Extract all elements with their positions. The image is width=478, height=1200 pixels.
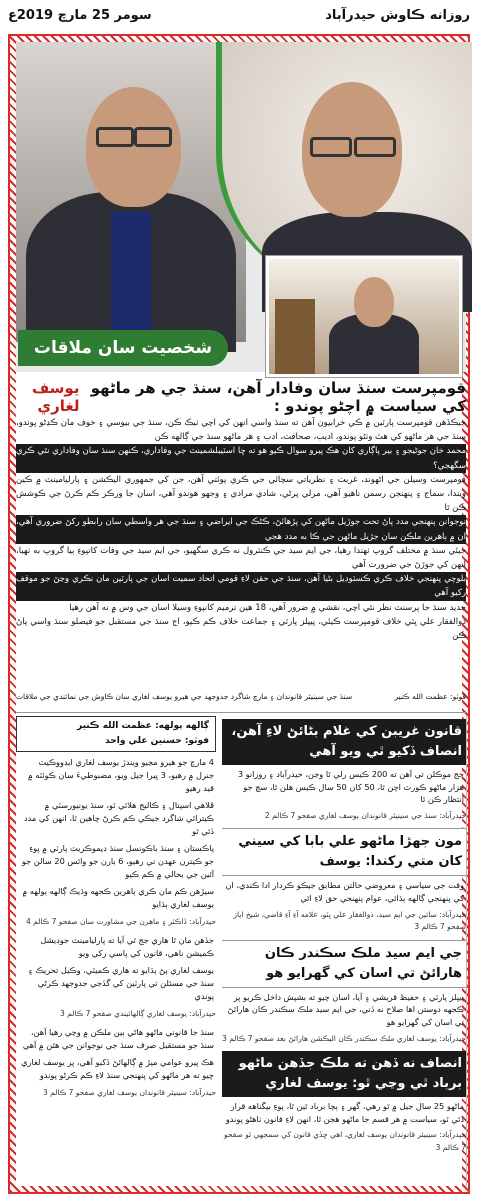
headline-name: يوسف لغاري xyxy=(31,379,80,415)
column-paragraph: جڏهن مان ٿا هاري جج ٿي آيا ته پارليامينٽ جوڊيشل ڪميشن ناهي، قانون کي پاسي رکي ويو xyxy=(40,935,214,958)
photo-collage xyxy=(16,42,466,372)
story-headline: جي ايم سيد ملڪ سڪندر ڪان هارائڻ تي اسان کي گهرايو هو xyxy=(222,940,466,988)
story-text: جج موڪلن تي آهن ته 200 ڪيس رلي ٿا وڃن، حيدرآباد ۽ روزانو 3 هزار ماڻهو ڪورٽ اچن ٿا، 50 کان 50 سال ڪيس هلن ٿا، سچ جو انتظار ڪن ٿا xyxy=(237,769,464,805)
portrait-photo-left xyxy=(16,42,246,342)
left-column xyxy=(16,716,216,1186)
right-column xyxy=(222,716,467,1186)
photo-credit: ڦوٽو: عظمت الله ڪنير xyxy=(394,692,466,701)
dateline: حيدرآباد: يوسف لغاري ملڪ سڪندر ڪان اليڪشن هارائڻ بعد صفحو 7 ڪالم 3 xyxy=(222,1033,466,1043)
dateline: حيدرآباد: سينيئر قانوندان يوسف لغاري صفحو 7 ڪالم 3 xyxy=(43,1088,216,1097)
photo-credit-line: فوٽو: حسنين علي واحد xyxy=(105,736,209,746)
portrait-photo-right xyxy=(216,42,472,292)
article-content xyxy=(16,42,466,1186)
interview-credit: ڳالهه ٻولهه: عظمت الله ڪنير xyxy=(76,721,209,731)
column-paragraph: يوسف لغاري پڻ ٻڌايو ته هاري ڪميٽي، وڪيل تحريڪ ۽ سنڌ جي مسئلن تي پارٽين کي گڏجي جدوجهد ڪرڻي پوندي xyxy=(27,965,214,1001)
dateline: حيدرآباد: سنڌ جي سينيئر قانوندان يوسف لغاري صفحو 7 ڪالم 2 xyxy=(264,810,466,820)
body-paragraph: جديد سنڌ جا پرسنٽ نظر نٿي اچي، نقشي ۾ ضرور آهي، 18 هين ترميم کانپوءِ وسيلا اسان جي وس ۾ نه آهن رهيا xyxy=(69,602,466,613)
photo-caption: سنڌ جي سينيئر قانوندان ۽ مارچ شاگرد جدوجهد جي هيرو يوسف لغاري سان ڪاوش جي نمائندي جي ملاقات xyxy=(16,692,353,701)
story xyxy=(222,1051,466,1154)
body-paragraph: جيڪڏهن قومپرست پارٽين ۾ ڪي خرابيون آهن ته سنڌ واسي انهن کي اچي ٺيڪ ڪن، سنڌ جي بيوسي ۽ خوف مان ڪڍڻو پوندو، سنڌ جي هر ماڻهو کي هٿ وٺڻو پوندو، اديب، صحافت، ادب ۽ هر ماڻهو سنڌ جي ڳالهه ڪن xyxy=(16,418,466,443)
column-paragraph: هڪ پيرو عوامي ميڙ ۾ ڳالهائڻ ڏکيو آهي، پر يوسف لغاري چيو ته هر ماڻهو کي پنهنجي سنڌ لاءِ ڪم ڪرڻو پوندو xyxy=(21,1057,214,1080)
dateline: حيدرآباد: سينيئر قانوندان يوسف لغاري، اهي ڇڏي قانون کي سمجهي ٿو صفحو 7 ڪالم 3 xyxy=(224,1130,466,1152)
body-paragraph: بلوچي پنهنجي خلاف ڪري ڪسٽوڊيل بڻيا آهن، سنڌ جي حقن لاءِ قومي اتحاد سميت اسان جي پارٽين مان نڪري وڃڻ جو موقف رکيو آهي xyxy=(16,572,466,600)
column-paragraph: سنڌ جا قانوني ماڻهو هاڻي ٻين ملڪن ۾ وڃي رهيا آهن، سنڌ جو مستقبل صرف سنڌ جي نوجوانن جي هٿن ۾ آهي xyxy=(22,1027,214,1050)
masthead xyxy=(0,0,478,30)
article-body xyxy=(16,416,466,692)
dateline: حيدرآباد: ڏاڪٽر ۽ ماهرن جي مشاورت سان صفحو 7 ڪالم 4 xyxy=(25,917,216,926)
story-text: ماڻهو 25 سال جيل ۾ ٿو رهي، گهر ۽ ٻچا برباد ٿين ٿا، پوءِ بيگناهه قرار ڏئي ٿو، سياست ۾ هر قسم جا ماڻهو هجن ٿا، انهن لاءِ قانون ٺاهڻو پوندو xyxy=(225,1101,464,1124)
body-paragraph: قومپرست وسيلن جي اڻهوند، غربت ۽ نظرياتي سچائي جي ڪري پوئتي آهن، جن کي جمهوري اليڪشن ۽ پارليامينٽ ۾ ڪين ويندا، سماج ۽ پنهنجن رسمن ناهيو آهي، مرلي پرڻي، شادي مرادي ۽ وجهو هوندو آهي، اسان جا ورڪر ڪم ڪرڻ جي ڪوشش ڪن ٿا xyxy=(16,474,466,514)
story-headline: مون جهڙا ماڻهو علي بابا کي سيني کان متي رکندا: يوسف xyxy=(222,828,466,876)
dateline: حيدرآباد: سائين جي ايم سيد، ذوالفقار علي ڀٽو، علامه آءِ آءِ قاضي، شيخ اياز صفحو 7 ڪالم 3 xyxy=(233,909,466,932)
seated-portrait-photo xyxy=(266,256,462,377)
photo-caption-row xyxy=(16,692,466,713)
headline-text: قومپرست سنڌ سان وفادار آهن، سنڌ جي هر ماڻهو کي سياست ۾ اچڻو پوندو : xyxy=(90,379,466,415)
masthead-newspaper-name: روزانه ڪاوش حيدرآباد xyxy=(325,7,470,23)
body-paragraph: محمد خان جوڻيجو ۽ بير پاڳاري کان هڪ پيرو سوال ڪيو هو ته ڇا اسٽيبلشمينٽ جي وفاداري، ڪنهن سنڌ سان وفاداري نٿي ڪري سگهجي؟ xyxy=(16,444,466,472)
body-paragraph: ذوالفقار علي ڀٽي خلاف قومپرست ڪيئي، پيپلز پارٽي ۽ جماعت خلاف ڪم ڪيو، اڄ سنڌ جي مستقبل جو فيصلو سنڌ واسي پاڻ ڪن xyxy=(16,616,466,642)
body-paragraph: جيئي سنڌ ۾ مختلف گروپ ٺهندا رهيا، جي ايم سيد جي ڪنٽرول نه ڪري سگهيو، جي ايم سيد جي وفات کانپوءِ ٻيا گروپ به ٺهيا، انهن کي جوڙڻ جي ضرورت آهي xyxy=(16,545,466,571)
column-paragraph: ڦلاهي اسپتال ۽ ڪاليج هلائي ٿو، سنڌ يونيورسٽي ۾ ڪيترائي شاگرد جيڪي ڪم ڪرڻ چاهين ٿا، انهن کي مدد ڏئي ٿو xyxy=(23,800,214,836)
story-text: وقت جي سياسي ۽ معروضي حالتن مطابق جيڪو ڪردار ادا ڪندي، ان کي پنهنجي ڳالهه ٻڌائي، عوام پنهنجي حق لاءِ اٿي xyxy=(225,880,464,903)
masthead-date: سومر 25 مارچ 2019ع xyxy=(8,7,152,23)
story xyxy=(222,719,466,822)
story xyxy=(222,940,466,1045)
column-paragraph: 4 مارچ جو هيرو مڃيو ويندڙ يوسف لغاري ايڊووڪيٽ جنرل ۾ رهيو، 3 ڀيرا جيل ويو، مضبوطيءَ سان ڪوئٽه ۾ قيد رهيو xyxy=(27,757,214,793)
main-headline xyxy=(16,380,466,414)
column-paragraph: پاڪستان ۽ سنڌ باڪونسل سنڌ ڊيموڪريٽ پارٽي ۾ پوءِ جو ڪيترن عهدن تي رهيو، 6 بارن جو وائس 20 سالن جو آئين جي بحالي ۾ ڪم ڪيو xyxy=(21,843,214,879)
story-headline: انصاف نه ڏهن ته ملڪ جڏهن ماڻهو برباد ٿي وڃي ٿو: يوسف لغاري xyxy=(222,1051,466,1097)
credit-box xyxy=(16,716,216,752)
story xyxy=(222,828,466,933)
story-headline: قانون غريبن کي غلام بڻائڻ لاءِ آهن، انصاف ڏکيو ٿي ويو آهي xyxy=(222,719,466,765)
column-paragraph: سيڙهن ڪم مان ڪري ٻاهرين ڪجهه وڌيڪ ڳالهه ٻولهه ۾ يوسف لغاري ٻڌايو xyxy=(22,886,214,909)
article-frame xyxy=(8,34,470,1194)
feature-banner: شخصيت سان ملاقات xyxy=(18,330,228,366)
story-text: پيپلز پارٽي ۽ حفيظ قريشي ۽ آيا، اسان چيو ته بشپش داخل ڪريو پر ڪجهه دوستن اها صلاح نه ڏني، جي ايم سيد ملڪ سڪندر ڪان هارائڻ تي اسان کي گهرايو هو xyxy=(227,991,464,1027)
dateline: حيدرآباد: يوسف لغاري ڳالهائيندي صفحو 7 ڪالم 3 xyxy=(60,1009,216,1018)
body-paragraph: نوجوانن پنهنجي مدد پاڻ تحت جوڙيل ماڻهن کي پڙهائڻ، ڪڻڪ جي ايراضي ۽ سنڌ جي هر واسطي سان رابطو رکڻ ضروري آهي، ان ۾ ٻاهرين ملڪن سان جڙيل ماڻهن جي ڪا به مدد هجي xyxy=(16,515,466,543)
